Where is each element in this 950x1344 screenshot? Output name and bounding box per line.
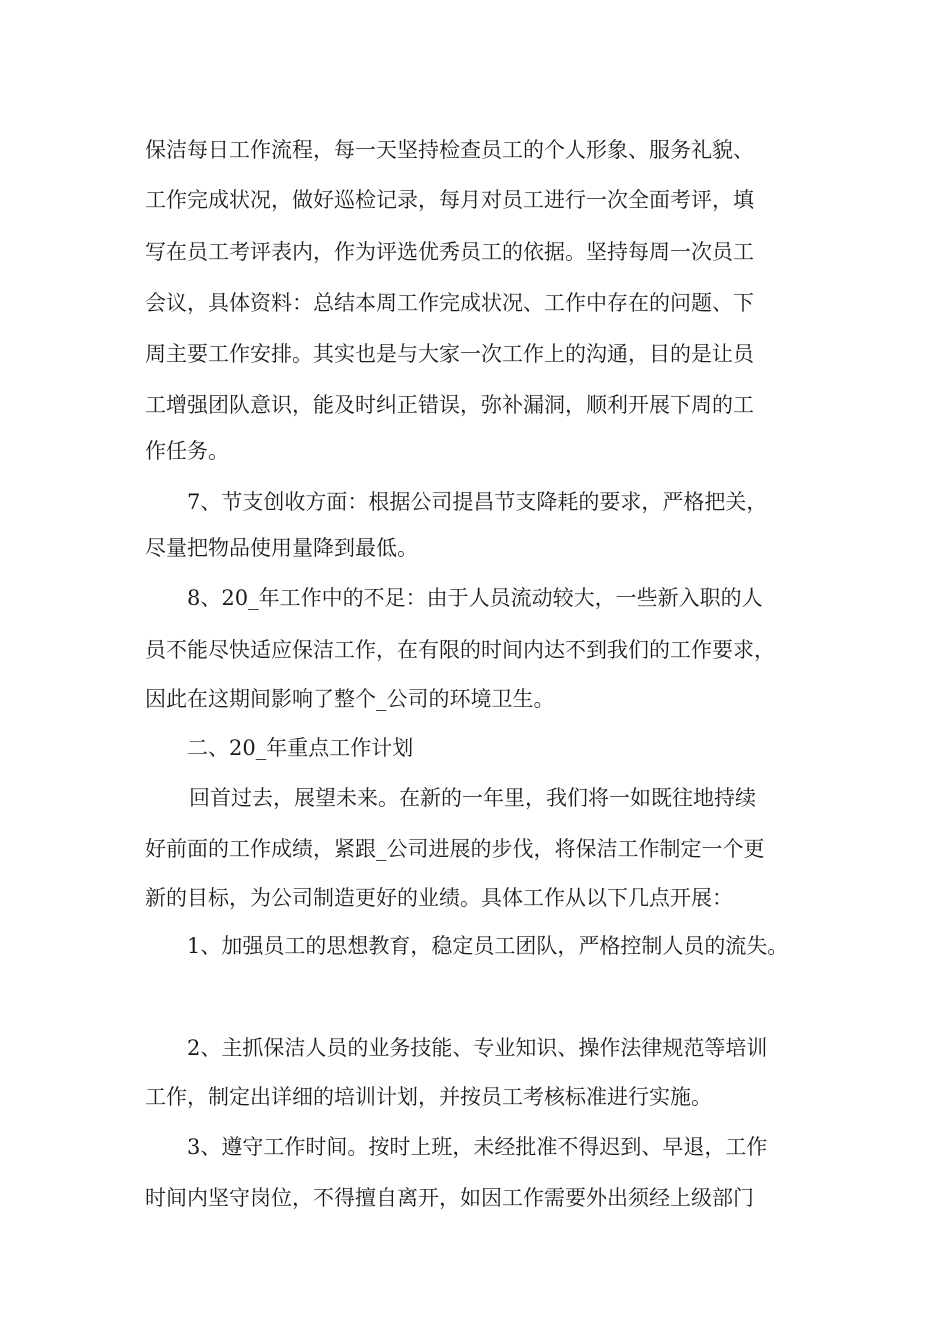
text-line: 新的目标，为公司制造更好的业绩。具体工作从以下几点开展： (145, 886, 733, 910)
plan-item-3-start: 3、遵守工作时间。按时上班，未经批准不得迟到、早退，工作 (187, 1135, 768, 1159)
text-line: 保洁每日工作流程，每一天坚持检查员工的个人形象、服务礼貌、 (145, 138, 754, 162)
text-line: 时间内坚守岗位，不得擅自离开，如因工作需要外出须经上级部门 (145, 1186, 754, 1210)
paragraph-8-start: 8、20_年工作中的不足：由于人员流动较大，一些新入职的人 (187, 586, 763, 610)
text-line: 周主要工作安排。其实也是与大家一次工作上的沟通，目的是让员 (145, 342, 754, 366)
text-line: 写在员工考评表内，作为评选优秀员工的依据。坚持每周一次员工 (145, 240, 754, 264)
text-line: 因此在这期间影响了整个_公司的环境卫生。 (145, 687, 555, 711)
text-line: 尽量把物品使用量降到最低。 (145, 536, 418, 560)
text-line: 员不能尽快适应保洁工作，在有限的时间内达不到我们的工作要求， (145, 638, 775, 662)
paragraph-7-start: 7、节支创收方面：根据公司提昌节支降耗的要求，严格把关， (187, 490, 768, 514)
text-line: 工增强团队意识，能及时纠正错误，弥补漏洞，顺利开展下周的工 (145, 393, 754, 417)
text-line: 会议，具体资料：总结本周工作完成状况、工作中存在的问题、下 (145, 291, 754, 315)
plan-item-1: 1、加强员工的思想教育，稳定员工团队，严格控制人员的流失。 (187, 934, 789, 958)
text-line: 好前面的工作成绩，紧跟_公司进展的步伐，将保洁工作制定一个更 (145, 837, 765, 861)
plan-item-2-start: 2、主抓保洁人员的业务技能、专业知识、操作法律规范等培训 (187, 1036, 768, 1060)
section-heading: 二、20_年重点工作计划 (187, 736, 414, 760)
paragraph-intro-start: 回首过去，展望未来。在新的一年里，我们将一如既往地持续 (189, 786, 756, 810)
text-line: 作任务。 (145, 439, 229, 463)
text-line: 工作完成状况，做好巡检记录，每月对员工进行一次全面考评，填 (145, 188, 754, 212)
text-line: 工作，制定出详细的培训计划，并按员工考核标准进行实施。 (145, 1085, 712, 1109)
